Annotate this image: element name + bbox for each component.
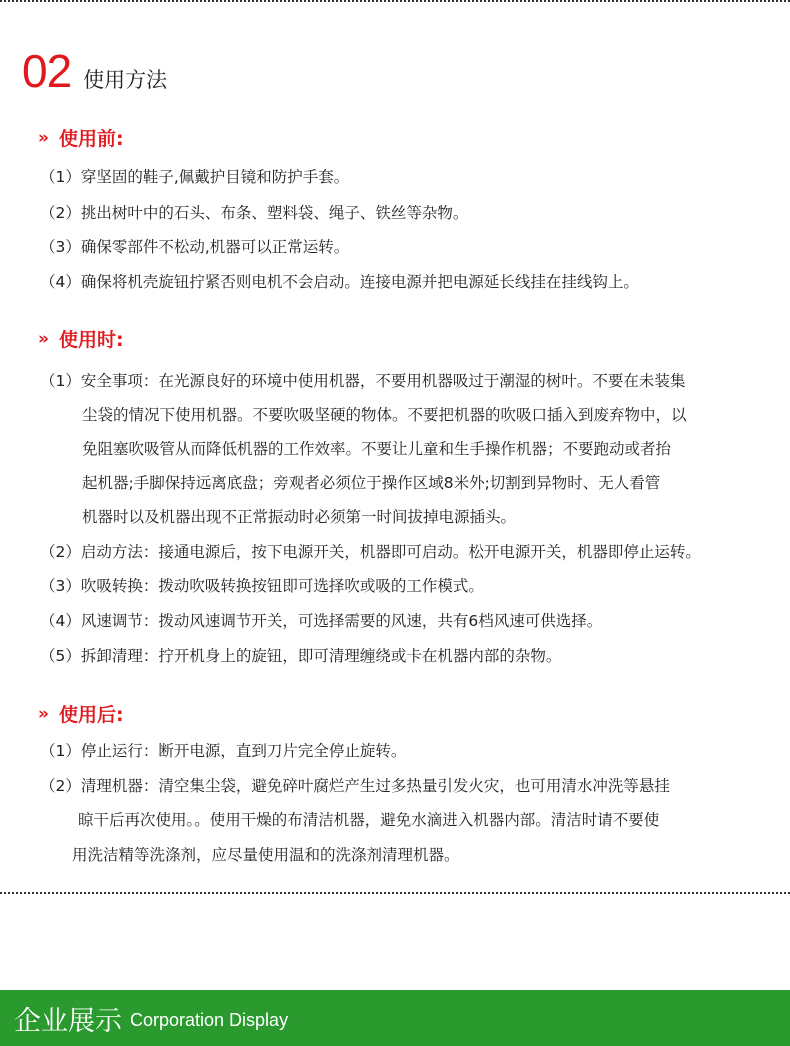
before-item-2: （2）挑出树叶中的石头、布条、塑料袋、绳子、铁丝等杂物。: [40, 204, 469, 222]
after-item-2-line-1: （2）清理机器：清空集尘袋，避免碎叶腐烂产生过多热量引发火灾，也可用清水冲洗等悬挂: [40, 777, 670, 795]
top-dotted-divider: [0, 0, 790, 6]
during-item-1-line-5: 机器时以及机器出现不正常振动时必须第一时间拔掉电源插头。: [82, 508, 517, 526]
during-use-heading: [38, 325, 124, 352]
section-header: [22, 45, 168, 97]
banner-title-cn: 企业展示: [14, 1005, 122, 1037]
after-use-title: 使用后:: [58, 704, 124, 726]
before-item-4: （4）确保将机壳旋钮拧紧否则电机不会启动。连接电源并把电源延长线挂在挂线钩上。: [40, 273, 639, 291]
during-item-4: （4）风速调节：拨动风速调节开关，可选择需要的风速，共有6档风速可供选择。: [40, 612, 603, 630]
after-item-2-line-2: 晾干后再次使用。。使用干燥的布清洁机器，避免水滴进入机器内部。清洁时请不要使: [78, 811, 660, 829]
banner-title-en: Corporation Display: [130, 1009, 289, 1030]
double-chevron-icon: »: [38, 703, 49, 724]
section-number: 02: [22, 45, 72, 97]
during-item-2: （2）启动方法：接通电源后，按下电源开关，机器即可启动。松开电源开关，机器即停止运转。: [40, 543, 701, 561]
double-chevron-icon: »: [38, 328, 49, 349]
section-title: 使用方法: [83, 68, 168, 92]
before-use-title: 使用前:: [58, 128, 124, 150]
during-item-1-line-1: （1）安全事项：在光源良好的环境中使用机器，不要用机器吸过于潮湿的树叶。不要在未装集: [40, 372, 686, 390]
during-use-title: 使用时:: [58, 329, 124, 351]
during-item-1-line-4: 起机器;手脚保持远离底盘；旁观者必须位于操作区域8米外;切割到异物时、无人看管: [82, 474, 661, 492]
after-use-heading: [38, 700, 124, 727]
bottom-dotted-divider: [0, 892, 790, 894]
corporation-display-banner: [0, 990, 790, 1046]
during-item-1-line-2: 尘袋的情况下使用机器。不要吹吸坚硬的物体。不要把机器的吹吸口插入到废弃物中，以: [82, 406, 687, 424]
after-item-1: （1）停止运行：断开电源，直到刀片完全停止旋转。: [40, 742, 407, 760]
during-item-5: （5）拆卸清理：拧开机身上的旋钮，即可清理缠绕或卡在机器内部的杂物。: [40, 647, 562, 665]
during-item-3: （3）吹吸转换：拨动吹吸转换按钮即可选择吹或吸的工作模式。: [40, 577, 484, 595]
before-item-3: （3）确保零部件不松动,机器可以正常运转。: [40, 238, 350, 256]
double-chevron-icon: »: [38, 127, 49, 148]
after-item-2-line-3: 用洗洁精等洗涤剂，应尽量使用温和的洗涤剂清理机器。: [72, 846, 460, 864]
during-item-1-line-3: 免阻塞吹吸管从而降低机器的工作效率。不要让儿童和生手操作机器；不要跑动或者抬: [82, 440, 672, 458]
before-item-1: （1）穿坚固的鞋子,佩戴护目镜和防护手套。: [40, 168, 350, 186]
before-use-heading: [38, 124, 124, 151]
